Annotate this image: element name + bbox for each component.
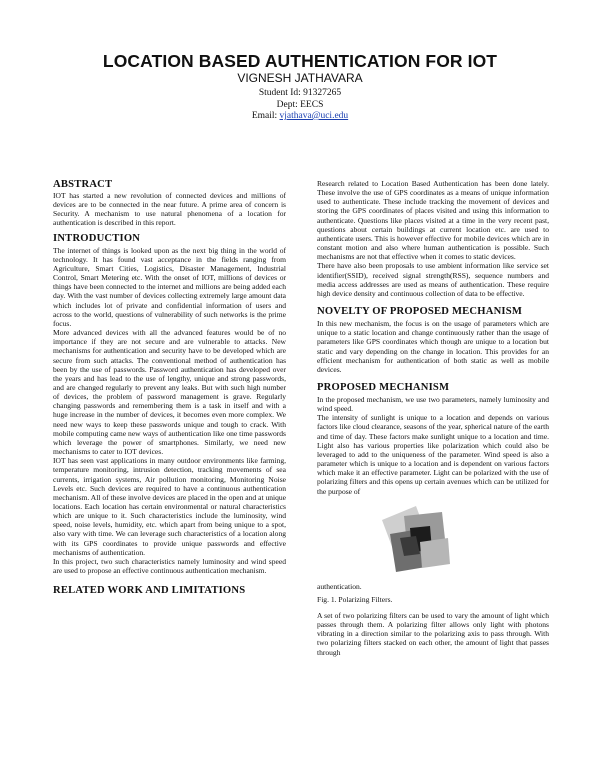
spacer [317,604,549,611]
email-line [0,111,600,121]
related-work-heading: RELATED WORK AND LIMITATIONS [53,585,246,597]
intro-paragraph-4: In this project, two such characteristics namely luminosity and wind speed are used to propose an effective continuous authentication mechanism. [53,556,286,576]
left-column [53,179,286,597]
polarizing-filters-figure [317,498,549,582]
proposed-paragraph-2: The intensity of sunlight is unique to a location and depends on various factors like cloud clearance, seasons of the year, spherical nature of the earth and time of day. These factors make sunlight unique to a location and time. Light also has various properties like polarization which could also be leveraged to add to the uniqueness of the parameter. Wind speed is also a parameter which is unique to a location and is dependent on various factors which make it an effective parameter. Light can be polarized with the use of polarizing filters and this opens up certain avenues which can be utilized for the purpose of [317,413,549,496]
intro-paragraph-1: The internet of things is looked upon as the next big thing in the world of technology. It has found vast acceptance in the fields ranging from Agriculture, Smart Cities, Logistics, Disaster Management, Industrial Control, Smart Metering etc. With the onset of IOT, millions of devices or things have been connected to the internet and millions are being added each day. With the vast number of devices collecting extremely large amount data which includes lot of private and confidential information of users and across to the world, questions of vulnerability of such networks is the prime focus. [53,245,286,328]
author-name: VIGNESH JATHAVARA [237,71,363,85]
intro-paragraph-3: IOT has seen vast applications in many outdoor environments like farming, temperature monitoring, intrusion detection, tracking movements of sea currents, irrigation systems, Air pollution monitoring, Monitoring Noise Levels etc. Such devices are required to have a continuous authentication mechanism. All of these involve devices are placed in the open and at unique locations. Each location has certain environmental or natural characteristics which are unique to it. Such characteristics include the luminosity, wind speed, noise levels, humidity, etc. which apart from being unique to a spot, also vary with time. We can leverage such characteristics of a location along with its GPS coordinates to provide unique passwords and effective mechanisms of authentication. [53,456,286,557]
intro-paragraph-2: More advanced devices with all the advanced features would be of no importance if they are not secure and are vulnerable to attacks. New mechanisms for authentication and security have to be developed which are secure from such attacks. The conventional method of authentication has been by the use of passwords. Password authentication has developed over the years and has lead to the use of lengthy, unique and strong passwords, and are changed regularly to prevent any leaks. But with such high number of devices, the problem of password management is grave. Regularly changing passwords and remembering them is a task in itself and with a huge increase in the number of devices, it becomes even more complex. We need new ways to keep these passwords unique and tough to crack. With mobile computing came new ways of authentication like one time passwords which leverage the power of smartphones. Similarly, we need new mechanisms to cater to IOT devices. [53,328,286,457]
paper-title: LOCATION BASED AUTHENTICATION FOR IOT [102,51,498,71]
student-id: Student Id: 91327265 [258,88,342,98]
department: Dept: EECS [276,100,324,110]
introduction-heading: INTRODUCTION [53,232,141,244]
abstract-heading: ABSTRACT [53,179,113,190]
novelty-paragraph: In this new mechanism, the focus is on the usage of parameters which are unique to a static location and change continuously rather than the usage of parameters like GPS coordinates which though are unique to a location but static and vary depending on the change in location. This provides for an efficient mechanism for authentication of both static as well as mobile devices. [317,319,549,374]
email-prefix: Email: [251,111,280,121]
related-paragraph-2: There have also been proposals to use ambient information like service set identifier(SSID), received signal strength(RSS), sequence numbers and media access addresses are used as means of authentication. These require high device density and continuous collection of data to be effective. [317,261,549,298]
abstract-text: IOT has started a new revolution of connected devices and millions of devices are to be connected in the near future. A prime area of concern is Security. A mechanism to use natural phenomena of a location for authentication is described in this report. [53,191,286,228]
related-paragraph-1: Research related to Location Based Authentication has been done lately. These involve the use of GPS coordinates as a means of unique information used to authenticate. These include tracking the movement of devices and storing the GPS coordinates of places visited and using this information to authenticate. Questions like places visited at a time in the very recent past, questions about certain buildings at current location etc. are used to authenticate users. This is however effective for mobile devices which are in constant motion and also where human authentication is possible. Such mechanisms are not that effective when it comes to static devices. [317,179,549,262]
proposed-paragraph-3: A set of two polarizing filters can be used to vary the amount of light which passes through them. A polarizing filter allows only light with photons vibrating in a direction similar to the polarizing axis to pass through. With two polarizing filters stacked on each other, the amount of light that passes through [317,611,549,657]
proposed-paragraph-2-end: authentication. [317,581,362,591]
proposed-paragraph-1: In the proposed mechanism, we use two parameters, namely luminosity and wind speed. [317,394,549,414]
email-link[interactable]: vjathava@uci.edu [279,111,349,121]
figure-caption: Fig. 1. Polarizing Filters. [317,594,393,604]
right-column [317,179,549,657]
novelty-heading: NOVELTY OF PROPOSED MECHANISM [317,306,523,318]
polarizing-filters-image [376,498,454,576]
proposed-heading: PROPOSED MECHANISM [317,381,450,393]
